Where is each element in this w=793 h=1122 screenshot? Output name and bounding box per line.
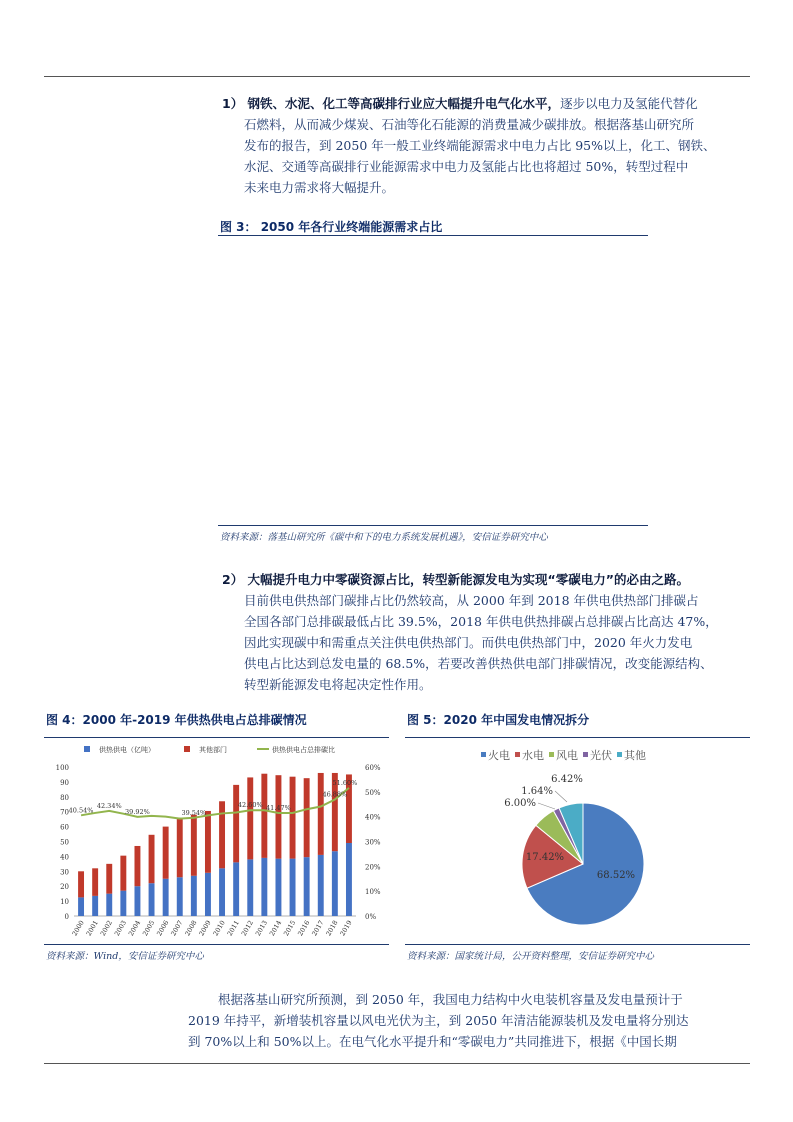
x-tick-label: 2016 — [296, 919, 312, 938]
pie-label: 68.52% — [596, 870, 636, 881]
y-tick-left: 60 — [60, 823, 69, 832]
x-tick-label: 2017 — [310, 919, 326, 938]
bar-other-sectors — [318, 773, 324, 855]
bar-other-sectors — [205, 811, 211, 873]
leader-line — [538, 803, 555, 809]
para2-line: 因此实现碳中和需重点关注供电供热部门。而供电供热部门中，2020 年火力发电 — [244, 635, 693, 650]
y-tick-left: 90 — [60, 778, 69, 787]
header-rule — [44, 76, 750, 77]
bar-heat-power — [149, 883, 155, 916]
bar-heat-power — [163, 879, 169, 916]
para2-line: 供电占比达到总发电量的 68.5%，若要改善供热供电部门排碳情况，改变能源结构、 — [244, 656, 713, 671]
pie-label: 6.42% — [551, 774, 583, 785]
para1-line: 发布的报告，到 2050 年一般工业终端能源需求中电力占比 95%以上，化工、钢铁、 — [244, 138, 716, 153]
x-tick-label: 2010 — [211, 919, 227, 938]
para2-lead: 2） 大幅提升电力中零碳资源占比，转型新能源发电为实现“零碳电力”的必由之路。 — [222, 572, 689, 587]
bar-other-sectors — [219, 801, 225, 868]
data-label: 41.47% — [266, 804, 291, 813]
bar-heat-power — [177, 877, 183, 916]
x-tick-label: 2018 — [324, 919, 340, 938]
legend-label: 光伏 — [590, 749, 612, 762]
leader-line — [555, 791, 567, 802]
figure-4-title: 图 4：2000 年-2019 年供热供电占总排碳情况 — [46, 713, 307, 727]
bar-other-sectors — [304, 778, 310, 857]
x-tick-label: 2011 — [225, 919, 241, 938]
y-tick-left: 80 — [60, 793, 69, 802]
data-label: 39.92% — [125, 807, 150, 816]
x-tick-label: 2002 — [98, 919, 114, 938]
para2-line: 目前供电供热部门碳排占比仍然较高，从 2000 年到 2018 年供电供热部门排碳占 — [244, 593, 699, 608]
bar-other-sectors — [92, 868, 98, 896]
para2-line: 全国各部门总排碳最低占比 39.5%，2018 年供电供热排碳占总排碳占比高达 47%， — [244, 614, 718, 629]
figure-4-top-rule — [44, 737, 389, 738]
bar-other-sectors — [120, 856, 126, 891]
bar-other-sectors — [149, 835, 155, 883]
pie-label: 6.00% — [504, 798, 536, 809]
data-label: 39.54% — [181, 808, 207, 817]
legend-label: 其他部门 — [199, 746, 227, 754]
bar-heat-power — [78, 897, 84, 916]
y-tick-left: 20 — [60, 883, 69, 892]
bar-heat-power — [134, 886, 140, 916]
x-tick-label: 2012 — [239, 919, 255, 938]
figure-4-source: 资料来源：Wind，安信证券研究中心 — [46, 951, 204, 962]
para1-lead: 1） 钢铁、水泥、化工等高碳排行业应大幅提升电气化水平， — [222, 96, 561, 111]
legend-swatch — [549, 752, 554, 757]
x-tick-label: 2006 — [155, 919, 171, 938]
y-tick-right: 50% — [365, 788, 381, 797]
figure-3-title: 图 3： 2050 年各行业终端能源需求占比 — [220, 220, 443, 234]
para3-line: 根据落基山研究所预测，到 2050 年，我国电力结构中火电装机容量及发电量预计于 — [218, 992, 683, 1007]
bar-heat-power — [275, 859, 281, 916]
bar-heat-power — [346, 843, 352, 916]
para3-line: 2019 年持平，新增装机容量以风电光伏为主，到 2050 年清洁能源装机及发电量将分别达 — [188, 1013, 689, 1028]
data-label: 46.88% — [322, 790, 348, 799]
y-tick-right: 40% — [365, 813, 381, 822]
figure-5-chart — [405, 739, 750, 944]
y-tick-left: 50 — [60, 838, 69, 847]
x-tick-label: 2007 — [169, 919, 185, 938]
x-tick-label: 2005 — [141, 919, 157, 938]
figure-4-bottom-rule — [44, 944, 389, 945]
bar-other-sectors — [275, 775, 281, 858]
legend-label: 火电 — [488, 749, 510, 762]
para1-line: 水泥、交通等高碳排行业能源需求中电力及氢能占比也将超过 50%，转型过程中 — [244, 159, 689, 174]
legend-swatch — [84, 746, 90, 752]
data-label: 42.34% — [96, 801, 122, 810]
figure-5-source: 资料来源：国家统计局，公开资料整理，安信证券研究中心 — [407, 951, 655, 962]
bar-heat-power — [247, 859, 253, 916]
legend-label: 供热供电（亿吨） — [99, 746, 155, 754]
bar-heat-power — [290, 859, 296, 916]
bar-heat-power — [261, 858, 267, 916]
bar-other-sectors — [261, 774, 267, 858]
figure-3-bottom-rule — [218, 525, 648, 526]
bar-other-sectors — [233, 785, 239, 862]
bar-other-sectors — [247, 777, 253, 859]
bar-heat-power — [106, 894, 112, 916]
y-tick-left: 70 — [60, 808, 69, 817]
y-tick-left: 0 — [64, 913, 69, 921]
data-label: 51.60% — [332, 778, 358, 787]
figure-5-top-rule — [405, 737, 750, 738]
x-tick-label: 2019 — [338, 919, 354, 938]
bar-heat-power — [304, 857, 310, 916]
bar-other-sectors — [78, 871, 84, 897]
data-label: 42.60% — [237, 801, 263, 810]
paragraph-3 — [188, 989, 750, 1052]
y-tick-left: 10 — [60, 898, 69, 907]
legend-label: 其他 — [624, 749, 646, 762]
x-tick-label: 2014 — [267, 919, 284, 938]
bar-other-sectors — [191, 815, 197, 876]
figure-3-image-area — [218, 237, 648, 522]
x-tick-label: 2008 — [183, 919, 199, 938]
para3-line: 到 70%以上和 50%以上。在电气化水平提升和“零碳电力”共同推进下，根据《中国长期 — [188, 1034, 677, 1049]
y-tick-right: 0% — [365, 913, 377, 921]
x-tick-label: 2013 — [253, 919, 270, 938]
bar-heat-power — [332, 851, 338, 916]
y-tick-right: 10% — [365, 888, 381, 897]
figure-5-title: 图 5：2020 年中国发电情况拆分 — [407, 713, 590, 727]
para1-line: 未来电力需求将大幅提升。 — [244, 180, 395, 195]
bar-other-sectors — [177, 818, 183, 878]
y-tick-left: 100 — [55, 764, 69, 772]
bar-heat-power — [120, 891, 126, 916]
legend-label: 供热供电占总排碳比 — [272, 746, 335, 754]
para1-line: 石燃料，从而减少煤炭、石油等化石能源的消费量减少碳排放。根据落基山研究所 — [244, 117, 695, 132]
paragraph-2 — [222, 569, 750, 695]
para1-line: 逐步以电力及氢能代替化 — [560, 96, 698, 111]
figure-5-bottom-rule — [405, 944, 750, 945]
y-tick-left: 30 — [60, 868, 69, 877]
bar-heat-power — [191, 876, 197, 916]
legend-swatch — [184, 746, 190, 752]
legend-label: 水电 — [522, 749, 544, 762]
para2-line: 转型新能源发电将起决定性作用。 — [244, 677, 432, 692]
legend-swatch — [617, 752, 622, 757]
paragraph-1 — [222, 93, 750, 198]
x-tick-label: 2003 — [112, 919, 129, 938]
data-label: 40.54% — [68, 806, 94, 815]
x-tick-label: 2009 — [197, 919, 213, 938]
x-tick-label: 2001 — [84, 919, 100, 938]
x-tick-label: 2004 — [126, 919, 143, 938]
legend-swatch — [515, 752, 520, 757]
bar-heat-power — [92, 896, 98, 916]
y-tick-right: 60% — [365, 764, 381, 772]
bar-other-sectors — [106, 864, 112, 894]
bar-other-sectors — [290, 777, 296, 859]
bar-heat-power — [318, 855, 324, 916]
legend-swatch — [583, 752, 588, 757]
figure-3-top-rule — [218, 235, 648, 236]
legend-label: 风电 — [556, 749, 578, 762]
bar-heat-power — [233, 862, 239, 916]
bar-heat-power — [219, 868, 225, 916]
bar-heat-power — [205, 873, 211, 916]
bar-other-sectors — [163, 827, 169, 879]
figure-3-source: 资料来源：落基山研究所《碳中和下的电力系统发展机遇》，安信证券研究中心 — [220, 532, 548, 543]
pie-label: 1.64% — [521, 786, 553, 797]
y-tick-left: 40 — [60, 853, 69, 862]
legend-swatch — [481, 752, 486, 757]
y-tick-right: 20% — [365, 863, 381, 872]
figure-4-chart — [44, 739, 389, 944]
bar-other-sectors — [134, 846, 140, 886]
footer-rule — [44, 1063, 750, 1064]
x-tick-label: 2000 — [70, 919, 86, 938]
x-tick-label: 2015 — [282, 919, 298, 938]
pie-label: 17.42% — [525, 852, 565, 863]
y-tick-right: 30% — [365, 838, 381, 847]
